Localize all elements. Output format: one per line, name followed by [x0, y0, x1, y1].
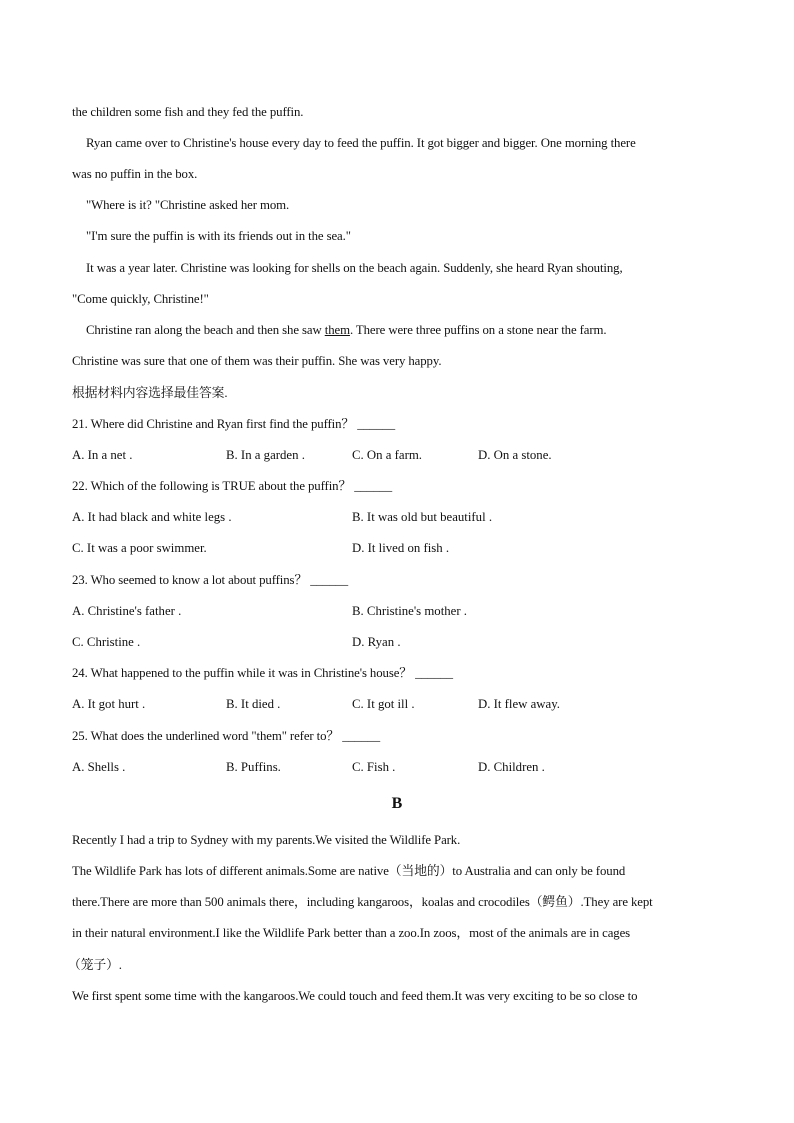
option: B. It died . — [226, 697, 281, 711]
option: C. Fish . — [352, 760, 396, 774]
passage-line: （笼子）. — [68, 958, 122, 972]
passage-line: was no puffin in the box. — [72, 167, 198, 181]
option: D. It lived on fish . — [352, 541, 450, 555]
passage-line: It was a year later. Christine was looking for shells on the beach again. Suddenly, she heard Ryan shouting, — [86, 261, 623, 275]
option: C. Christine . — [72, 635, 141, 649]
passage-text: Christine ran along the beach and then she saw — [86, 323, 325, 337]
passage-line: "Where is it? "Christine asked her mom. — [86, 198, 290, 212]
passage-line: Ryan came over to Christine's house every day to feed the puffin. It got bigger and bigger. One morning there — [86, 136, 636, 150]
section-heading: B — [391, 795, 403, 812]
instruction: 根据材料内容选择最佳答案. — [72, 386, 228, 400]
option: B. Puffins. — [226, 760, 281, 774]
option: A. It had black and white legs . — [72, 510, 232, 524]
option: B. Christine's mother . — [352, 604, 467, 618]
option: C. On a farm. — [352, 448, 423, 462]
option: D. Children . — [478, 760, 545, 774]
passage-line: Christine was sure that one of them was their puffin. She was very happy. — [72, 354, 442, 368]
option: B. It was old but beautiful . — [352, 510, 493, 524]
passage-line: "I'm sure the puffin is with its friends out in the sea." — [86, 229, 351, 243]
passage-line: there.There are more than 500 animals there，including kangaroos，koalas and crocodiles（鳄鱼）.They are kept — [72, 895, 653, 909]
question-stem: 21. Where did Christine and Ryan first find the puffin？ ______ — [72, 417, 395, 431]
passage-line: The Wildlife Park has lots of different animals.Some are native（当地的）to Australia and can only be found — [72, 864, 626, 878]
passage-line: "Come quickly, Christine!" — [72, 292, 209, 306]
passage-text: . There were three puffins on a stone near the farm. — [349, 323, 607, 337]
question-stem: 22. Which of the following is TRUE about the puffin？ ______ — [72, 479, 393, 493]
option: B. In a garden . — [226, 448, 305, 462]
underlined-word: them — [324, 323, 350, 337]
option: D. Ryan . — [352, 635, 401, 649]
passage-line: We first spent some time with the kangaroos.We could touch and feed them.It was very exciting to be so close to — [72, 989, 638, 1003]
option: C. It was a poor swimmer. — [72, 541, 207, 555]
question-stem: 24. What happened to the puffin while it was in Christine's house？ ______ — [72, 666, 453, 680]
option: A. It got hurt . — [72, 697, 146, 711]
passage-line: Recently I had a trip to Sydney with my parents.We visited the Wildlife Park. — [72, 833, 461, 847]
option: D. It flew away. — [478, 697, 560, 711]
option: A. In a net . — [72, 448, 133, 462]
question-stem: 25. What does the underlined word "them" refer to？ ______ — [72, 729, 381, 743]
passage-line: the children some fish and they fed the puffin. — [72, 105, 304, 119]
option: A. Shells . — [72, 760, 126, 774]
passage-line: in their natural environment.I like the Wildlife Park better than a zoo.In zoos，most of the animals are in cages — [72, 926, 631, 940]
question-stem: 23. Who seemed to know a lot about puffins？ ______ — [72, 573, 349, 587]
option: A. Christine's father . — [72, 604, 182, 618]
option: C. It got ill . — [352, 697, 415, 711]
option: D. On a stone. — [478, 448, 552, 462]
passage-line — [86, 322, 607, 338]
